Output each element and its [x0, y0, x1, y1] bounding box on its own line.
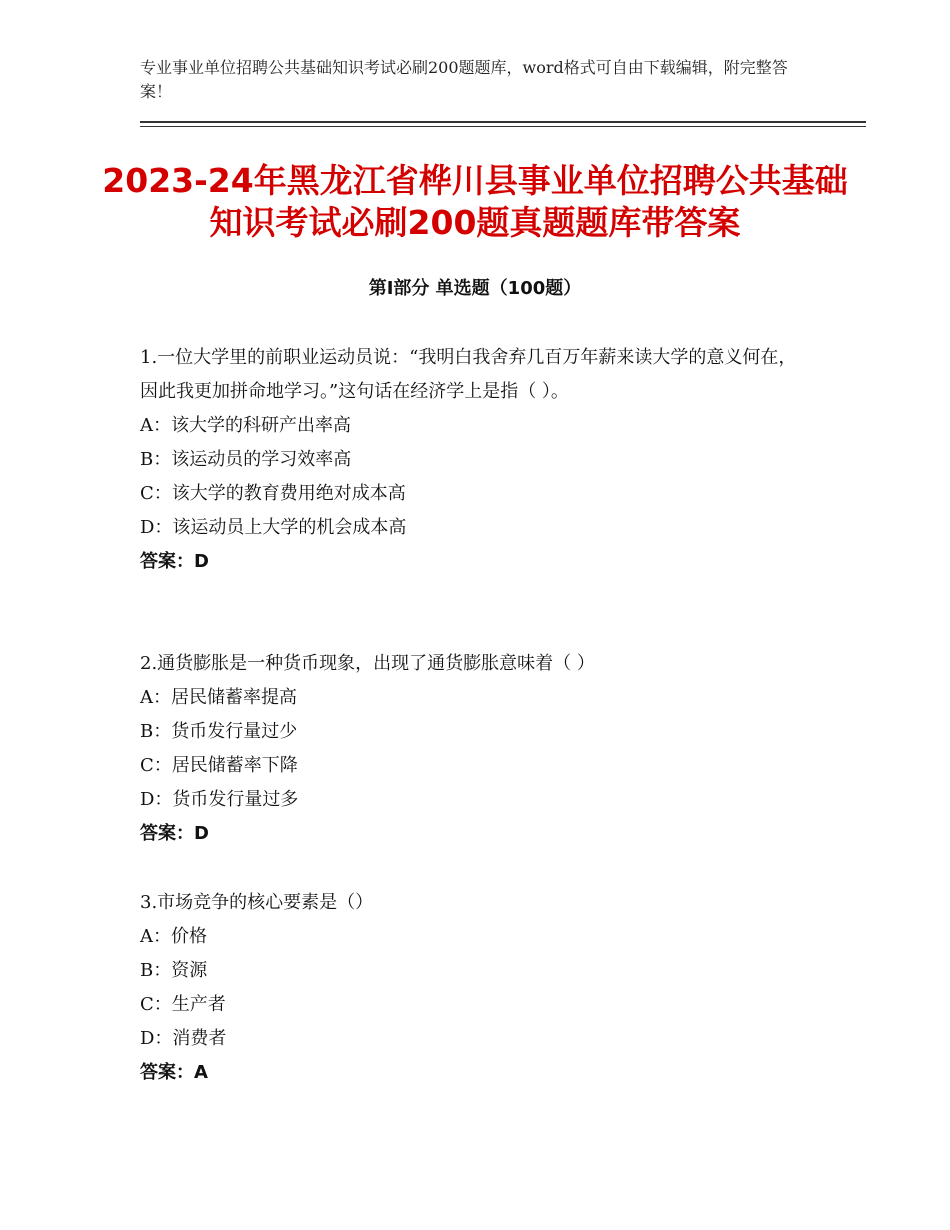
option-d: D：货币发行量过多 — [140, 789, 299, 810]
answer-line: 答案：A — [140, 1062, 208, 1083]
option-b: B：资源 — [140, 960, 208, 981]
question-3 — [140, 886, 810, 1090]
option-a: A：价格 — [140, 926, 207, 947]
question-stem: 2.通货膨胀是一种货币现象，出现了通货膨胀意味着（ ） — [140, 653, 595, 674]
option-a: A：居民储蓄率提高 — [140, 687, 297, 708]
header-note: 专业事业单位招聘公共基础知识考试必刷200题题库，word格式可自由下载编辑，附完整答案！ — [140, 58, 788, 101]
header-divider-thin — [140, 126, 866, 127]
option-d: D：该运动员上大学的机会成本高 — [140, 517, 407, 538]
question-1 — [140, 341, 810, 579]
answer-line: 答案：D — [140, 823, 209, 844]
option-c: C：该大学的教育费用绝对成本高 — [140, 483, 406, 504]
option-c: C：居民储蓄率下降 — [140, 755, 298, 776]
document-title: 2023-24年黑龙江省桦川县事业单位招聘公共基础知识考试必刷200题真题题库带答案 — [102, 161, 848, 242]
option-d: D：消费者 — [140, 1028, 227, 1049]
option-c: C：生产者 — [140, 994, 226, 1015]
option-b: B：该运动员的学习效率高 — [140, 449, 352, 470]
section-title: 第Ⅰ部分 单选题（100题） — [368, 278, 582, 299]
question-stem: 1.一位大学里的前职业运动员说：“我明白我舍弃几百万年薪来读大学的意义何在，因此我更加拼命地学习。”这句话在经济学上是指（ ）。 — [140, 347, 797, 402]
answer-line: 答案：D — [140, 551, 209, 572]
question-stem: 3.市场竞争的核心要素是（） — [140, 892, 374, 913]
option-b: B：货币发行量过少 — [140, 721, 298, 742]
header-divider-thick — [140, 121, 866, 123]
option-a: A：该大学的科研产出率高 — [140, 415, 351, 436]
question-2 — [140, 647, 810, 851]
